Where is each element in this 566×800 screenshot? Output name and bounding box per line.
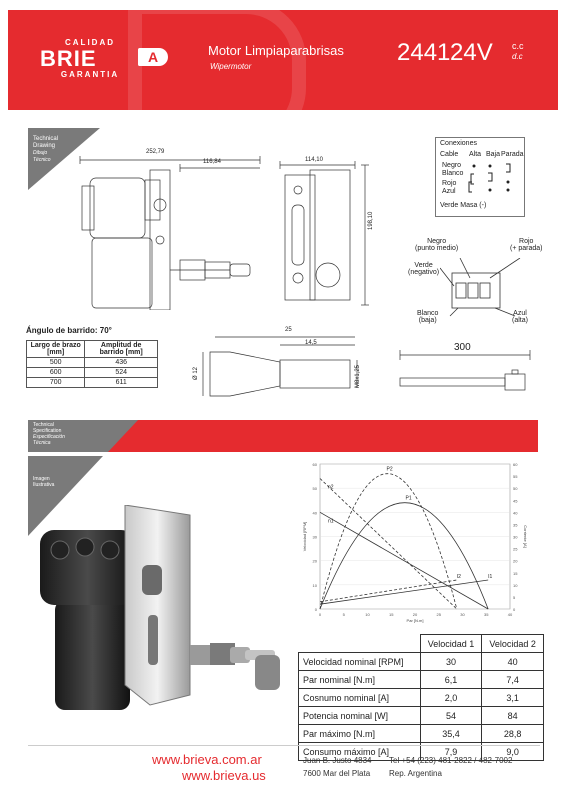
connector-blanco-label: Blanco: [417, 310, 439, 317]
row-negro: Negro: [442, 162, 462, 169]
speed-cell: 54: [420, 707, 482, 725]
speed-cell: 35,4: [420, 725, 482, 743]
col-baja: Baja: [486, 151, 501, 158]
chart-x-tick-label: 25: [436, 612, 441, 617]
chart-x-tick-label: 30: [460, 612, 465, 617]
chart-y-axis-label: Velocidad [RPM]: [302, 521, 307, 552]
sweep-header-amp: Amplitud de barrido [mm]: [85, 341, 158, 358]
chart-series-label: I2: [456, 574, 461, 580]
speed-cell: 7,9: [420, 743, 482, 761]
footer-country: Rep. Argentina: [389, 769, 442, 778]
speed-row-label: Cosnumo nominal [A]: [299, 689, 421, 707]
table-row: [299, 689, 544, 707]
chart-y2-tick-label: 40: [513, 510, 518, 516]
col-alta: Alta: [469, 151, 482, 158]
footer-address: Juan B. Justo 4834: [303, 756, 372, 765]
dim-part-width-label: 116,84: [203, 159, 221, 165]
speed-cell: 28,8: [482, 725, 544, 743]
connector-negro: [415, 238, 458, 252]
logo-bottom-text: GARANTIA: [60, 70, 120, 79]
motor-illustration: [30, 505, 285, 735]
chart-series-label: I1: [488, 574, 493, 580]
table-row: [27, 358, 158, 368]
speed-table: [298, 634, 544, 761]
connector-rojo-sub: (+ parada): [510, 245, 543, 252]
connector-verde-sub: (negativo): [408, 269, 440, 276]
chart-y-tick-label: 30: [312, 534, 317, 540]
spec-tab-1: Technical: [33, 422, 54, 428]
voltage: 24V: [450, 39, 493, 66]
model-number: 2441: [397, 39, 451, 66]
brand-logo: [40, 38, 175, 80]
chart-y2-tick-label: 20: [513, 558, 518, 564]
row-rojo: Rojo: [442, 180, 457, 187]
chart-y2-tick-label: 35: [513, 522, 518, 528]
connections-panel: [435, 137, 525, 217]
sweep-cell: 436: [85, 358, 158, 368]
logo-brand-name: BRIE: [40, 46, 97, 71]
motor-front-drawing: [70, 150, 270, 310]
chart-y-tick-label: 0: [314, 607, 317, 612]
connector-blanco-sub: (baja): [418, 317, 437, 324]
shaft-thread: M8x1,25: [355, 364, 361, 388]
table-row: [299, 725, 544, 743]
connector-negro-label: Negro: [427, 238, 447, 245]
chart-y2-tick-label: 0: [513, 607, 516, 612]
shaft-length: 25: [285, 327, 292, 333]
speed-cell: 6,1: [420, 671, 482, 689]
image-tab-2: Ilustrativa: [33, 482, 55, 488]
table-row: [299, 671, 544, 689]
chart-y2-tick-label: 30: [513, 534, 518, 540]
speed-row-label: Potencia nominal [W]: [299, 707, 421, 725]
chart-y2-tick-label: 60: [513, 462, 518, 467]
table-row: [299, 653, 544, 671]
connector-rojo: [510, 238, 543, 252]
table-row: [27, 368, 158, 378]
dim-side-height-label: 198,10: [368, 211, 374, 230]
connector-azul-sub: (alta): [512, 317, 528, 324]
sweep-angle-label: Ángulo de barrido: 70°: [26, 326, 112, 335]
website-link-ar[interactable]: www.brieva.com.ar: [152, 752, 262, 767]
motor-side-drawing: [270, 160, 380, 310]
chart-x-tick-label: 10: [365, 612, 370, 617]
current-type-dc: d.c: [512, 52, 523, 61]
speed-cell: 9,0: [482, 743, 544, 761]
chart-y-tick-label: 50: [312, 486, 317, 492]
spec-tab: [28, 420, 138, 452]
logo-top-text: CALIDAD: [65, 38, 115, 47]
sweep-cell: 524: [85, 368, 158, 378]
sweep-cell: 600: [27, 368, 85, 378]
footer-phone: Tel +54 (223) 481-2822 / 482-7002: [389, 756, 513, 765]
chart-y-tick-label: 60: [312, 462, 317, 467]
cable-length: 300: [454, 342, 471, 353]
dim-total-width-label: 252,79: [146, 149, 165, 155]
chart-x-tick-label: 0: [318, 612, 322, 617]
footer-divider: [28, 745, 540, 746]
sweep-cell: 700: [27, 378, 85, 388]
chart-x-axis-label: Par [N.m]: [406, 618, 424, 623]
chart-x-tick-label: 35: [484, 612, 489, 617]
chart-y2-tick-label: 45: [513, 498, 518, 504]
website-link-us[interactable]: www.brieva.us: [182, 768, 266, 783]
shaft-drawing: [195, 330, 365, 405]
spec-tab-2: Specification: [33, 428, 62, 434]
image-tab-1: Imagen: [33, 476, 50, 482]
speed-cell: 84: [482, 707, 544, 725]
tab-text-3: Dibujo: [33, 150, 48, 156]
connector-verde: [408, 262, 439, 276]
sweep-cell: 500: [27, 358, 85, 368]
product-title: Motor Limpiaparabrisas: [208, 43, 344, 58]
connections-title: Conexiones: [440, 140, 477, 147]
shaft-inner: 14,5: [305, 340, 317, 346]
connector-azul-label: Azul: [513, 310, 527, 317]
chart-y2-tick-label: 50: [513, 486, 518, 492]
chart-y-tick-label: 40: [312, 510, 317, 516]
speed-cell: 7,4: [482, 671, 544, 689]
row-blanco: Blanco: [442, 170, 464, 177]
row-azul: Azul: [442, 188, 456, 195]
table-row: [27, 378, 158, 388]
connector-drawing: [440, 258, 530, 318]
col-cable: Cable: [440, 151, 459, 158]
chart-y2-tick-label: 25: [513, 546, 518, 552]
connector-azul: [512, 310, 528, 324]
chart-y2-tick-label: 55: [513, 474, 518, 480]
sweep-cell: 611: [85, 378, 158, 388]
ground-label: Verde Masa (-): [440, 202, 487, 209]
chart-series-label: P1: [405, 495, 412, 502]
speed-cell: 40: [482, 653, 544, 671]
speed-header-v1: Velocidad 1: [420, 635, 482, 653]
cable-drawing: [390, 350, 540, 400]
chart-y-tick-label: 10: [312, 582, 317, 588]
chart-y2-tick-label: 15: [513, 570, 518, 576]
chart-y2-axis-label: Corriente [A]: [523, 525, 528, 548]
speed-header-v2: Velocidad 2: [482, 635, 544, 653]
chart-x-tick-label: 20: [412, 612, 418, 617]
chart-series-label: n2: [328, 484, 334, 491]
logo-badge: A: [138, 48, 168, 66]
speed-cell: 3,1: [482, 689, 544, 707]
chart-y2-tick-label: 5: [513, 594, 516, 600]
speed-cell: 2,0: [420, 689, 482, 707]
tab-text-4: Técnico: [33, 157, 51, 163]
sweep-header-arm: Largo de brazo [mm]: [27, 341, 85, 358]
spec-tab-4: Técnica: [33, 440, 51, 446]
speed-row-label: Par nominal [N.m]: [299, 671, 421, 689]
product-subtitle: Wipermotor: [210, 62, 252, 71]
spec-tab-3: Especificación: [33, 434, 65, 440]
connections-matrix: [466, 162, 521, 198]
chart-series-label: n1: [328, 518, 334, 525]
connector-verde-label: Verde: [414, 262, 433, 269]
dim-side-width-label: 114,10: [305, 157, 323, 163]
tab-text-1: Technical: [33, 136, 59, 142]
chart-series-label: P2: [386, 466, 393, 473]
speed-cell: 30: [420, 653, 482, 671]
chart-x-tick-label: 15: [389, 612, 394, 617]
connector-rojo-label: Rojo: [519, 238, 534, 245]
col-parada: Parada: [501, 151, 524, 158]
connector-negro-sub: (punto medio): [415, 245, 459, 252]
chart-y2-tick-label: 10: [513, 582, 518, 588]
speed-row-label: Velocidad nominal [RPM]: [299, 653, 421, 671]
chart-x-tick-label: 5: [342, 612, 345, 617]
connector-blanco: [417, 310, 438, 324]
chart-x-tick-label: 40: [507, 612, 513, 617]
footer-city: 7600 Mar del Plata: [303, 769, 371, 778]
shaft-diameter: Ø 12: [193, 366, 199, 380]
sweep-table: [26, 340, 158, 388]
speed-row-label: Consumo máximo [A]: [299, 743, 421, 761]
chart-y-tick-label: 20: [312, 558, 317, 564]
performance-chart: [298, 458, 538, 628]
tab-text-2: Drawing: [33, 143, 56, 149]
speed-header-empty: [299, 635, 421, 653]
speed-row-label: Par máximo [N.m]: [299, 725, 421, 743]
current-type-cc: c.c: [512, 41, 524, 51]
table-row: [299, 707, 544, 725]
